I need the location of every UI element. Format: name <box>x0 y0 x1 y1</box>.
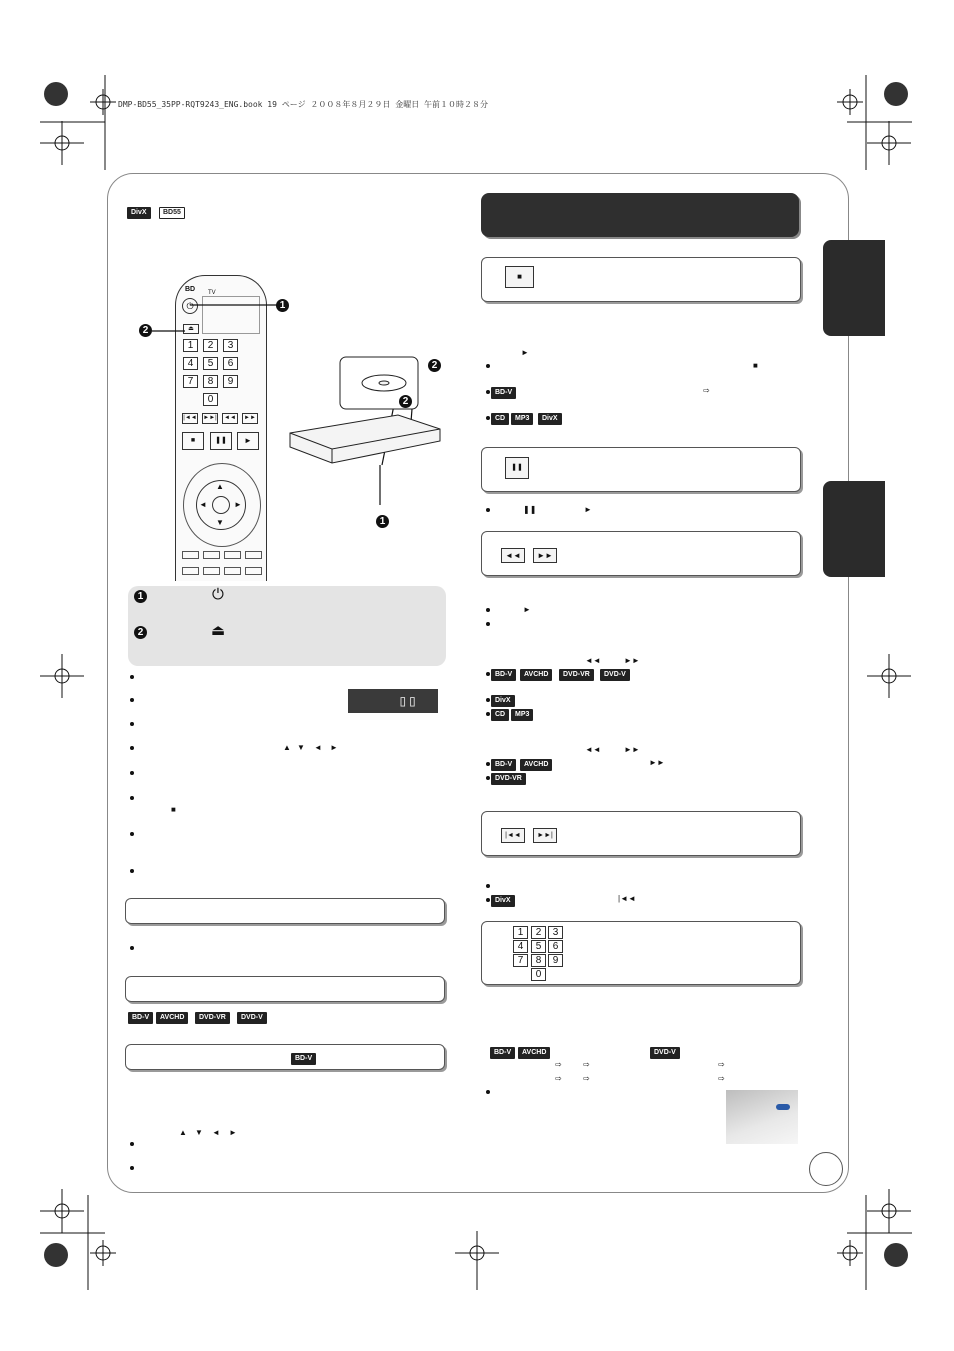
reference-arrow-icon: ⇨ <box>583 1074 590 1083</box>
number-key-9: 9 <box>548 954 563 967</box>
bullet <box>130 722 134 726</box>
side-tab-lower <box>823 481 885 577</box>
page-number-circle <box>809 1152 843 1186</box>
bullet <box>486 1090 490 1094</box>
player-display: ▯▯ <box>348 689 438 713</box>
skip-forward-key-icon: ►►| <box>533 828 557 843</box>
bullet <box>486 672 490 676</box>
bullet <box>130 796 134 800</box>
skip-back-key-icon: |◄◄ <box>501 828 525 843</box>
section-title-bar <box>481 193 799 237</box>
arrow-down-icon: ▼ <box>195 1128 203 1137</box>
number-key-5: 5 <box>531 940 546 953</box>
remote-key-0: 0 <box>203 393 218 406</box>
remote-cursor-pad: ▲ ▼ ◄ ► <box>196 480 246 530</box>
reference-arrow-icon: ⇨ <box>718 1074 725 1083</box>
badge-cd: CD <box>491 413 509 425</box>
bullet <box>486 884 490 888</box>
arrow-right-icon: ► <box>330 743 338 752</box>
bullet <box>130 832 134 836</box>
badge-cd: CD <box>491 709 509 721</box>
remote-bd-label: BD <box>185 286 196 293</box>
badge-avchd: AVCHD <box>520 669 552 681</box>
arrow-up-icon: ▲ <box>179 1128 187 1137</box>
badge-bd55: BD55 <box>159 207 185 219</box>
badge-mp3: MP3 <box>511 413 533 425</box>
arrow-right-icon: ► <box>229 1128 237 1137</box>
number-key-6: 6 <box>548 940 563 953</box>
remote-play-row: ■ ❚❚ ► <box>182 432 258 450</box>
badge-avchd: AVCHD <box>156 1012 188 1024</box>
badge-divx: DivX <box>491 895 515 907</box>
left-info-box-2 <box>125 976 445 1002</box>
fast-forward-icon: ►► <box>624 745 640 754</box>
bullet <box>486 898 490 902</box>
side-tab-upper <box>823 240 885 336</box>
number-key-8: 8 <box>531 954 546 967</box>
number-key-4: 4 <box>513 940 528 953</box>
player-illustration <box>288 355 448 475</box>
remote-key-7: 7 <box>183 375 198 388</box>
bullet <box>486 776 490 780</box>
left-info-box-1 <box>125 898 445 924</box>
bullet <box>130 946 134 950</box>
pause-icon: ❚❚ <box>523 505 537 514</box>
power-icon: ⏻ <box>212 586 224 603</box>
remote-key-2: 2 <box>203 339 218 352</box>
print-header: DMP-BD55_35PP-RQT9243_ENG.book 19 ページ ２００８年８月２９日 金曜日 午前１０時２８分 <box>118 100 489 109</box>
fast-forward-icon: ►► <box>624 656 640 665</box>
skip-back-icon: |◄◄ <box>618 894 636 903</box>
player-callout-2: 2 <box>399 395 412 408</box>
bullet <box>486 364 490 368</box>
badge-bdv: BD-V <box>128 1012 153 1024</box>
badge-mp3: MP3 <box>511 709 533 721</box>
bullet <box>486 762 490 766</box>
badge-avchd: AVCHD <box>518 1047 550 1059</box>
instruction-callout <box>128 586 446 666</box>
stop-icon: ■ <box>171 805 176 814</box>
left-info-box-3 <box>125 1044 445 1070</box>
badge-bdv: BD-V <box>491 669 516 681</box>
remote-key-5: 5 <box>203 357 218 370</box>
pause-key-icon: ❚❚ <box>505 457 529 479</box>
skip-box <box>481 811 801 856</box>
number-key-0: 0 <box>531 968 546 981</box>
remote-bottom-keys <box>182 551 260 579</box>
badge-divx: DivX <box>538 413 562 425</box>
rewind-icon: ◄◄ <box>585 745 601 754</box>
badge-avchd: AVCHD <box>520 759 552 771</box>
remote-eject-icon: ⏏ <box>183 324 199 334</box>
badge-dvdvr: DVD-VR <box>491 773 526 785</box>
bullet <box>130 746 134 750</box>
remote-key-3: 3 <box>223 339 238 352</box>
number-keys-box <box>481 921 801 985</box>
arrow-left-icon: ◄ <box>314 743 322 752</box>
bullet <box>130 869 134 873</box>
remote-tv-label: TV <box>208 290 216 296</box>
bullet <box>486 390 490 394</box>
reference-arrow-icon: ⇨ <box>718 1060 725 1069</box>
rewind-icon: ◄◄ <box>585 656 601 665</box>
player-callout-1: 1 <box>376 515 389 528</box>
remote-key-9: 9 <box>223 375 238 388</box>
bullet <box>130 1142 134 1146</box>
search-box <box>481 531 801 576</box>
play-icon: ► <box>523 605 531 614</box>
badge-dvdv: DVD-V <box>600 669 630 681</box>
bullet <box>486 508 490 512</box>
bullet <box>130 698 134 702</box>
remote-power-icon: ⏻ <box>182 298 198 314</box>
remote-callout-2: 2 <box>139 324 152 337</box>
blu-ray-logo-image <box>726 1090 798 1144</box>
play-icon: ► <box>521 348 529 357</box>
eject-icon: ⏏ <box>211 622 226 639</box>
remote-key-1: 1 <box>183 339 198 352</box>
bullet <box>130 675 134 679</box>
reference-arrow-icon: ⇨ <box>555 1074 562 1083</box>
number-key-3: 3 <box>548 926 563 939</box>
remote-callout-1: 1 <box>276 299 289 312</box>
callout-step-2: 2 <box>134 626 147 639</box>
badge-dvdv: DVD-V <box>237 1012 267 1024</box>
arrow-down-icon: ▼ <box>297 743 305 752</box>
number-key-1: 1 <box>513 926 528 939</box>
bullet <box>486 712 490 716</box>
reference-arrow-icon: ⇨ <box>583 1060 590 1069</box>
badge-bdv: BD-V <box>491 387 516 399</box>
bullet <box>130 771 134 775</box>
bullet <box>486 416 490 420</box>
bullet <box>486 622 490 626</box>
badge-bdv: BD-V <box>491 759 516 771</box>
reference-arrow-icon: ⇨ <box>703 386 710 395</box>
remote-key-4: 4 <box>183 357 198 370</box>
fast-forward-icon: ►► <box>649 758 665 767</box>
stop-icon: ■ <box>753 361 758 370</box>
bullet <box>486 608 490 612</box>
badge-dvdvr: DVD-VR <box>559 669 594 681</box>
badge-bdv: BD-V <box>291 1053 316 1065</box>
fast-forward-key-icon: ►► <box>533 548 557 563</box>
badge-divx: DivX <box>127 207 151 219</box>
badge-bdv: BD-V <box>490 1047 515 1059</box>
player-callout-2-top: 2 <box>428 359 441 372</box>
number-key-7: 7 <box>513 954 528 967</box>
rewind-key-icon: ◄◄ <box>501 548 525 563</box>
stop-key-icon: ■ <box>505 266 534 288</box>
remote-key-6: 6 <box>223 357 238 370</box>
arrow-up-icon: ▲ <box>283 743 291 752</box>
bullet <box>486 698 490 702</box>
pause-box <box>481 447 801 492</box>
play-icon: ► <box>584 505 592 514</box>
arrow-left-icon: ◄ <box>212 1128 220 1137</box>
bullet <box>130 1166 134 1170</box>
callout-step-1: 1 <box>134 590 147 603</box>
badge-dvdvr: DVD-VR <box>195 1012 230 1024</box>
badge-dvdv: DVD-V <box>650 1047 680 1059</box>
reference-arrow-icon: ⇨ <box>555 1060 562 1069</box>
remote-key-8: 8 <box>203 375 218 388</box>
badge-divx: DivX <box>491 695 515 707</box>
remote-transport-row: |◄◄ ►►| ◄◄ ►► <box>182 413 258 423</box>
number-key-2: 2 <box>531 926 546 939</box>
